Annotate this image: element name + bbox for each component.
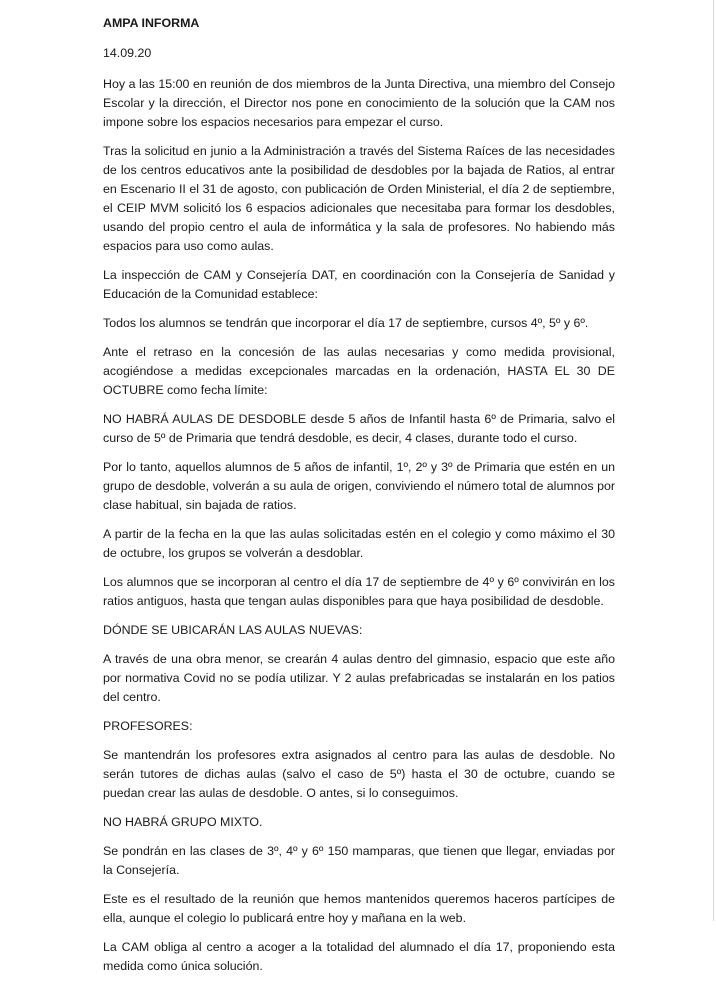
document-title: AMPA INFORMA [103, 16, 200, 30]
paragraph-no-split-classes: NO HABRÁ AULAS DE DESDOBLE desde 5 años de Infantil hasta 6º de Primaria, salvo el curso de 5º de Primaria que tendrá desdoble, es decir, 4 clases, durante todo el curso. [103, 412, 615, 445]
paragraph-screens: Se pondrán en las clases de 3º, 4º y 6º 150 mamparas, que tienen que llegar, enviadas por la Consejería. [103, 844, 615, 877]
paragraph-old-ratios: Los alumnos que se incorporan al centro el día 17 de septiembre de 4º y 6º convivirán en los ratios antiguos, hasta que tengan aulas disponibles para que haya posibilidad de desdoble. [103, 575, 615, 608]
paragraph-cam-obligation: La CAM obliga al centro a acoger a la totalidad del alumnado el día 17, proponiendo esta medida como única solución. [103, 940, 615, 973]
paragraph-meeting: Hoy a las 15:00 en reunión de dos miembros de la Junta Directiva, una miembro del Consejo Escolar y la dirección, el Director nos pone en conocimiento de la solución que la CAM nos impone sobre los espacios necesarios para empezar el curso. [103, 77, 615, 129]
paragraph-delay: Ante el retraso en la concesión de las aulas necesarias y como medida provisional, acogiéndose a medidas excepcionales marcadas en la ordenación, HASTA EL 30 DE OCTUBRE como fecha límite: [103, 345, 615, 397]
paragraph-inspection: La inspección de CAM y Consejería DAT, en coordinación con la Consejería de Sanidad y Educación de la Comunidad establece: [103, 268, 615, 301]
paragraph-resplit: A partir de la fecha en la que las aulas solicitadas estén en el colegio y como máximo el 30 de octubre, los grupos se volverán a desdoblar. [103, 527, 615, 560]
document-date: 14.09.20 [103, 46, 152, 60]
section-heading-new-classrooms: DÓNDE SE UBICARÁN LAS AULAS NUEVAS: [103, 623, 363, 637]
paragraph-incorporation: Todos los alumnos se tendrán que incorporar el día 17 de septiembre, cursos 4º, 5º y 6º. [103, 316, 589, 330]
paragraph-teachers: Se mantendrán los profesores extra asignados al centro para las aulas de desdoble. No serán tutores de dichas aulas (salvo el caso de 5º) hasta el 30 de octubre, cuando se puedan crear las aulas de desdoble. O antes, si lo conseguimos. [103, 748, 615, 800]
paragraph-return-to-origin: Por lo tanto, aquellos alumnos de 5 años de infantil, 1º, 2º y 3º de Primaria que estén en un grupo de desdoble, volverán a su aula de origen, conviviendo el número total de alumnos por clase habitual, sin bajada de ratios. [103, 460, 615, 512]
document-body [103, 14, 615, 986]
paragraph-meeting-result: Este es el resultado de la reunión que hemos mantenidos queremos haceros partícipes de ella, aunque el colegio lo publicará entre hoy y mañana en la web. [103, 892, 615, 925]
section-heading-no-mixed-group: NO HABRÁ GRUPO MIXTO. [103, 815, 263, 829]
paragraph-request: Tras la solicitud en junio a la Administración a través del Sistema Raíces de las necesidades de los centros educativos ante la posibilidad de desdobles por la bajada de Ratios, al entrar en Escenario II el 31 de agosto, con publicación de Orden Ministerial, el día 2 de septiembre, el CEIP MVM solicitó los 6 espacios adicionales que necesitaba para formar los desdobles, usando del propio centro el aula de informática y la sala de profesores. No habiendo más espacios para uso como aulas. [103, 144, 615, 253]
paragraph-new-classrooms: A través de una obra menor, se crearán 4 aulas dentro del gimnasio, espacio que este año por normativa Covid no se podía utilizar. Y 2 aulas prefabricadas se instalarán en los patios del centro. [103, 652, 615, 704]
section-heading-teachers: PROFESORES: [103, 719, 193, 733]
